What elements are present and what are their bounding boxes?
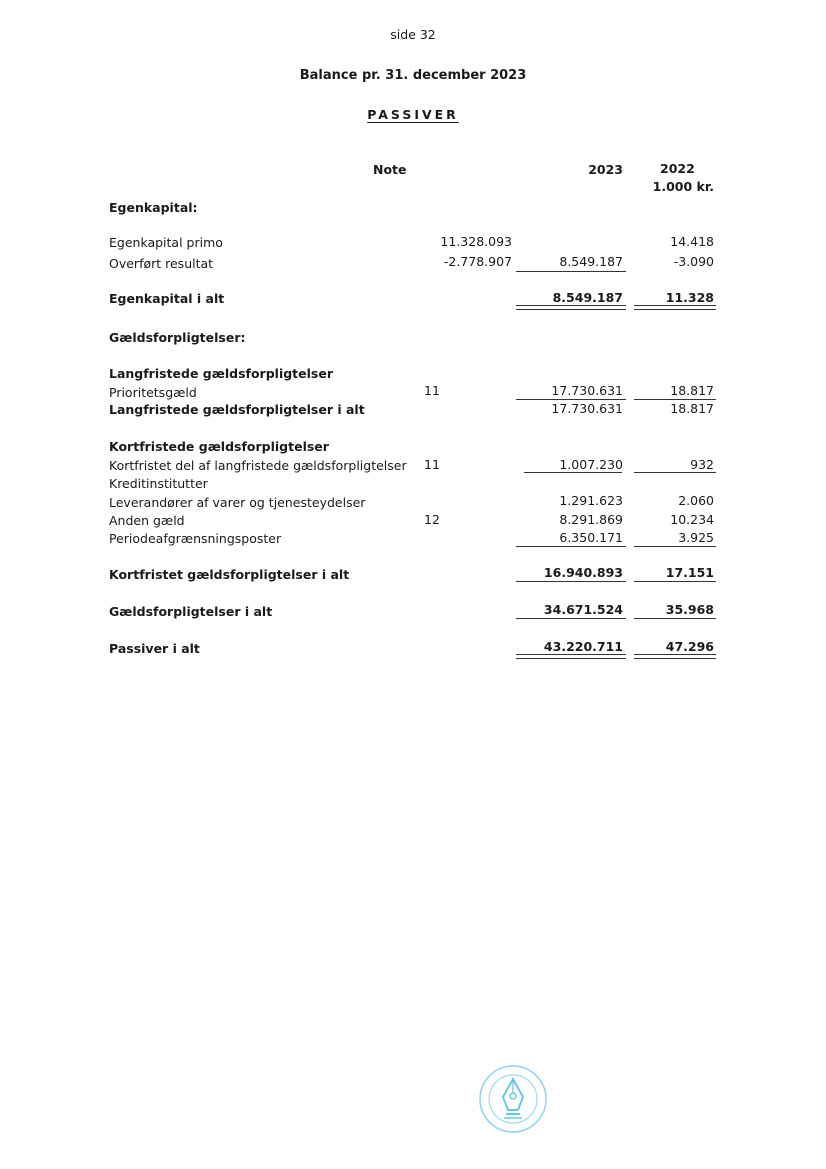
liabilities-total-label: Gældsforpligtelser i alt — [109, 604, 273, 619]
mortgage-2023: 17.730.631 — [551, 383, 623, 398]
credit-institutions-label: Kreditinstitutter — [109, 476, 208, 491]
equity-primo-2022: 14.418 — [670, 234, 714, 249]
other-debt-label: Anden gæld — [109, 513, 185, 528]
long-term-total-label: Langfristede gældsforpligtelser i alt — [109, 402, 365, 417]
current-part-note: 11 — [424, 457, 440, 472]
divider — [634, 658, 716, 659]
suppliers-2022: 2.060 — [678, 493, 714, 508]
divider — [516, 618, 626, 619]
short-term-total-2022: 17.151 — [665, 565, 714, 580]
divider — [634, 399, 716, 400]
liabilities-total-2023: 34.671.524 — [543, 602, 623, 617]
divider — [516, 305, 626, 306]
result-2023: 8.549.187 — [559, 254, 623, 269]
liabilities-heading: Gældsforpligtelser: — [109, 330, 246, 345]
divider — [516, 658, 626, 659]
other-debt-2022: 10.234 — [670, 512, 714, 527]
equity-total-label: Egenkapital i alt — [109, 291, 225, 306]
grand-total-2022: 47.296 — [665, 639, 714, 654]
header-2023: 2023 — [588, 162, 623, 177]
header-unit: 1.000 kr. — [652, 179, 714, 194]
equity-total-2023: 8.549.187 — [552, 290, 623, 305]
section-title — [0, 107, 826, 122]
divider — [634, 546, 716, 547]
result-sub: -2.778.907 — [443, 254, 512, 269]
liabilities-total-2022: 35.968 — [665, 602, 714, 617]
divider — [634, 581, 716, 582]
divider — [516, 546, 626, 547]
short-term-total-label: Kortfristet gældsforpligtelser i alt — [109, 567, 350, 582]
long-term-heading: Langfristede gældsforpligtelser — [109, 366, 333, 381]
equity-heading: Egenkapital: — [109, 200, 198, 215]
suppliers-label: Leverandører af varer og tjenesteydelser — [109, 495, 366, 510]
page-number: side 32 — [390, 27, 436, 42]
other-debt-note: 12 — [424, 512, 440, 527]
short-term-heading: Kortfristede gældsforpligtelser — [109, 439, 329, 454]
grand-total-label: Passiver i alt — [109, 641, 200, 656]
divider — [634, 654, 716, 655]
section-title-text: PASSIVER — [367, 107, 459, 122]
accruals-label: Periodeafgrænsningsposter — [109, 531, 282, 546]
document-title: Balance pr. 31. december 2023 — [299, 68, 527, 83]
result-label: Overført resultat — [109, 256, 214, 271]
mortgage-2022: 18.817 — [670, 383, 714, 398]
divider — [516, 581, 626, 582]
long-term-total-2022: 18.817 — [670, 401, 714, 416]
equity-total-2022: 11.328 — [665, 290, 714, 305]
other-debt-2023: 8.291.869 — [559, 512, 623, 527]
header-2022: 2022 — [660, 161, 695, 176]
header-note: Note — [373, 162, 407, 177]
current-part-2023: 1.007.230 — [559, 457, 623, 472]
current-part-2022: 932 — [690, 457, 714, 472]
equity-primo-sub: 11.328.093 — [440, 234, 512, 249]
divider — [634, 305, 716, 306]
divider — [634, 618, 716, 619]
long-term-total-2023: 17.730.631 — [551, 401, 623, 416]
suppliers-2023: 1.291.623 — [559, 493, 623, 508]
divider — [516, 271, 626, 272]
divider — [516, 399, 626, 400]
divider — [516, 309, 626, 310]
short-term-total-2023: 16.940.893 — [543, 565, 623, 580]
divider — [634, 309, 716, 310]
equity-primo-label: Egenkapital primo — [109, 235, 223, 250]
current-part-label: Kortfristet del af langfristede gældsforpligtelser — [109, 458, 407, 473]
divider — [634, 472, 716, 473]
mortgage-note: 11 — [424, 383, 440, 398]
grand-total-2023: 43.220.711 — [543, 639, 623, 654]
accruals-2022: 3.925 — [678, 530, 714, 545]
divider — [516, 654, 626, 655]
signature-stamp-icon — [478, 1064, 548, 1134]
accruals-2023: 6.350.171 — [559, 530, 623, 545]
divider — [524, 472, 622, 473]
result-2022: -3.090 — [673, 254, 714, 269]
mortgage-label: Prioritetsgæld — [109, 385, 197, 400]
